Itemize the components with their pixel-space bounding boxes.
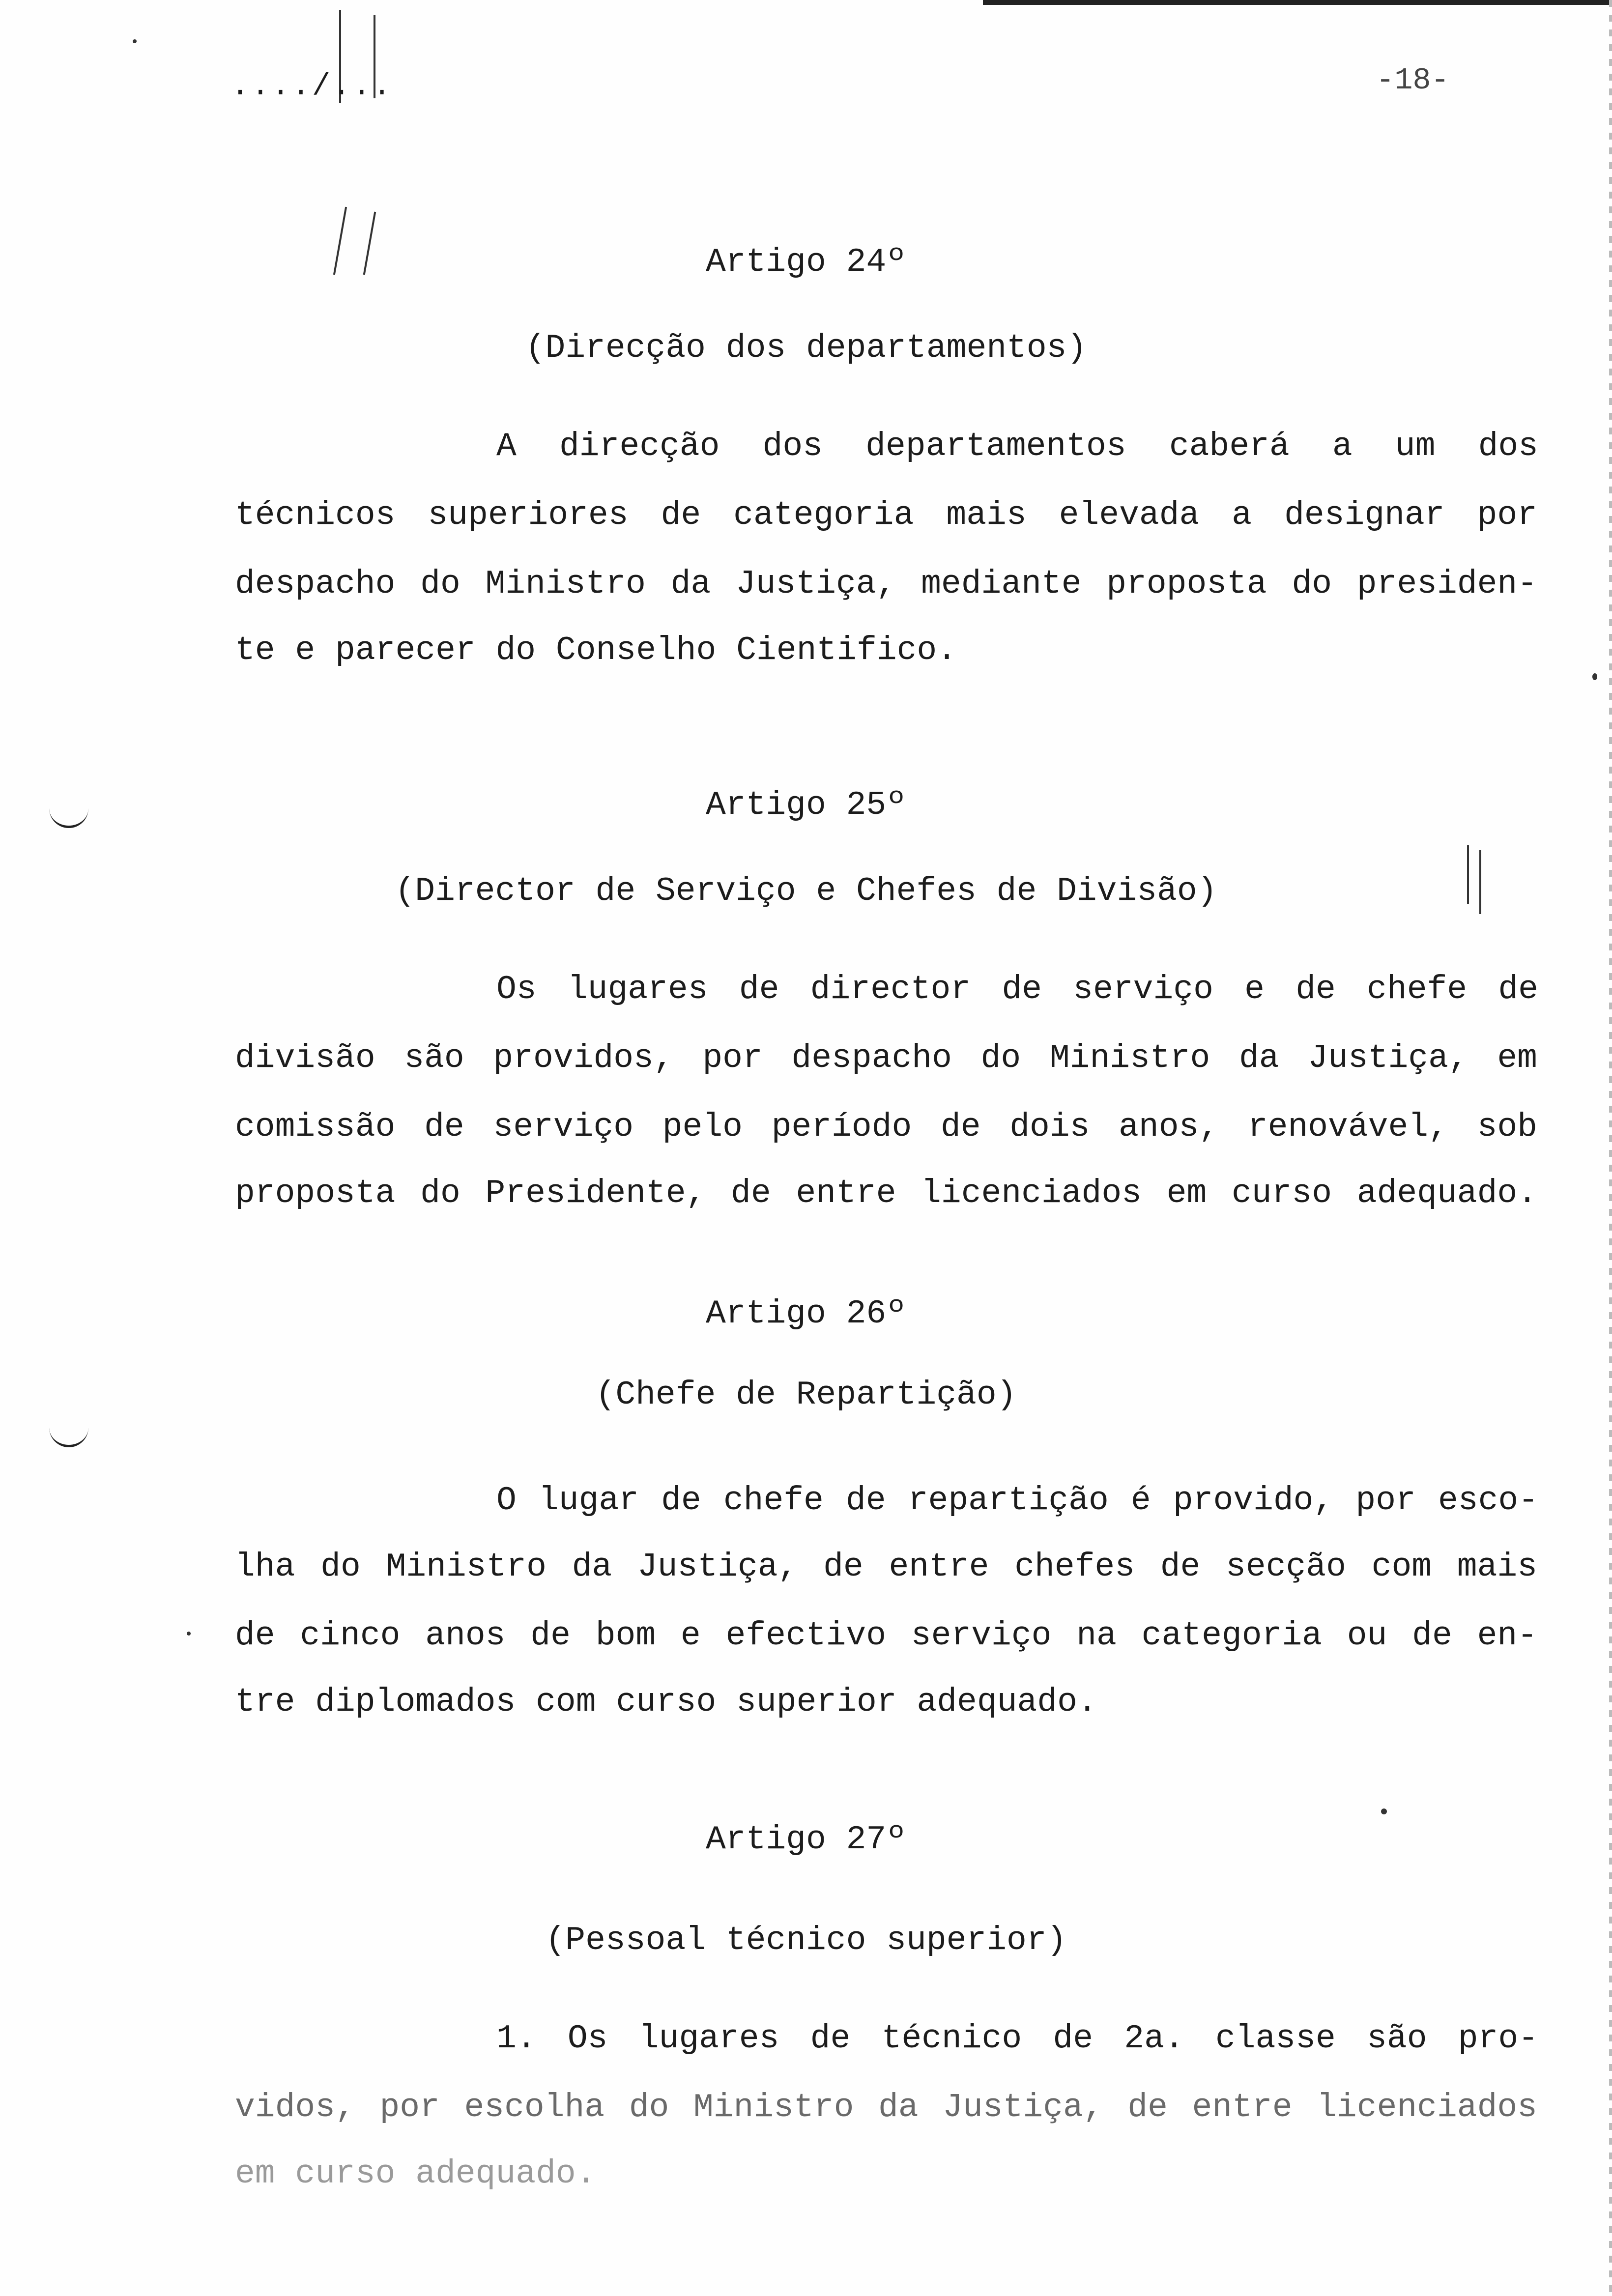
article-title: Artigo 24º — [705, 243, 907, 281]
paragraph-line: despacho do Ministro da Justiça, mediante proposta do presiden- — [235, 565, 1537, 603]
paragraph-line: de cinco anos de bom e efectivo serviço na categoria ou de en- — [235, 1617, 1537, 1655]
article-subtitle: (Director de Serviço e Chefes de Divisão) — [395, 872, 1217, 910]
speck — [1381, 1808, 1387, 1814]
page-number: -18- — [1376, 63, 1449, 98]
speck — [133, 39, 137, 43]
paragraph-line: Os lugares de director de serviço e de chefe de — [496, 971, 1538, 1008]
paragraph-line: lha do Ministro da Justiça, de entre chefes de secção com mais — [235, 1548, 1537, 1586]
paragraph-line: comissão de serviço pelo período de dois anos, renovável, sob — [235, 1108, 1537, 1146]
speck — [187, 1632, 191, 1636]
paragraph-line: O lugar de chefe de repartição é provido, por esco- — [496, 1482, 1538, 1520]
article-subtitle: (Direcção dos departamentos) — [525, 329, 1087, 367]
article-title: Artigo 27º — [705, 1821, 907, 1859]
paragraph-line: A direcção dos departamentos caberá a um dos — [496, 428, 1538, 465]
punch-hole-mark — [49, 1425, 88, 1447]
article-title: Artigo 25º — [705, 786, 907, 824]
paragraph-line: 1. Os lugares de técnico de 2a. classe são pro- — [496, 2020, 1538, 2058]
paragraph-line: proposta do Presidente, de entre licenciados em curso adequado. — [235, 1175, 1537, 1212]
article-title: Artigo 26º — [705, 1295, 907, 1333]
paragraph-line: te e parecer do Conselho Cientifico. — [235, 631, 957, 669]
continuation-marker: ..../... — [231, 69, 393, 104]
paragraph-line: em curso adequado. — [235, 2155, 596, 2193]
top-edge-rule — [983, 0, 1612, 5]
speck — [1592, 673, 1597, 680]
article-subtitle: (Pessoal técnico superior) — [545, 1922, 1067, 1959]
paragraph-line: vidos, por escolha do Ministro da Justiça, de entre licenciados — [235, 2089, 1537, 2126]
paragraph-line: técnicos superiores de categoria mais elevada a designar por — [235, 496, 1537, 534]
paragraph-line: divisão são providos, por despacho do Ministro da Justiça, em — [235, 1039, 1537, 1077]
article-subtitle: (Chefe de Repartição) — [595, 1376, 1017, 1414]
paragraph-line: tre diplomados com curso superior adequado. — [235, 1683, 1097, 1721]
